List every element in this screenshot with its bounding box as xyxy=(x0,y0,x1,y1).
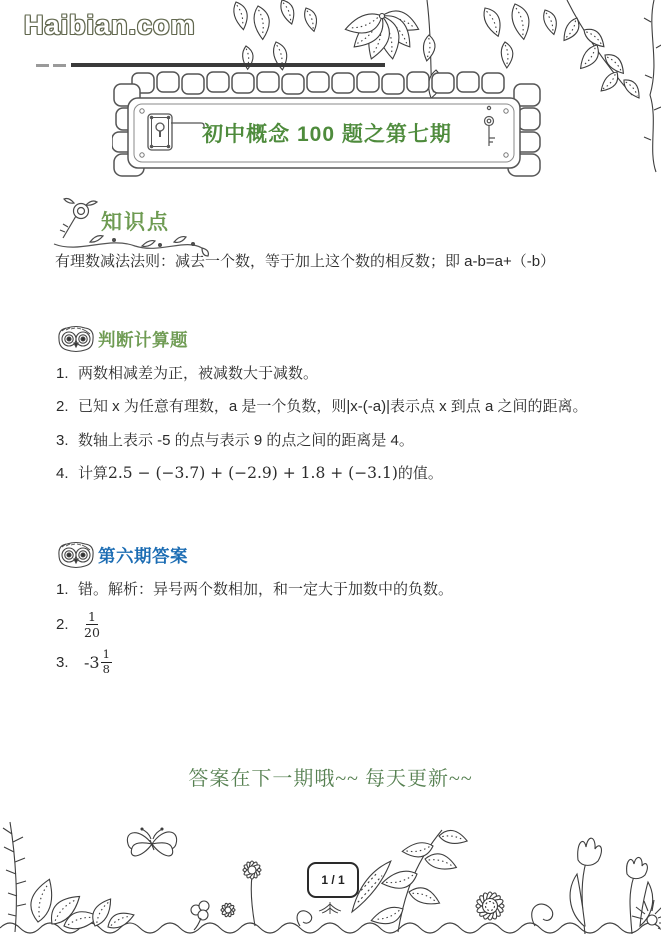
daisy-art xyxy=(221,861,261,926)
answer-item xyxy=(56,579,636,600)
answer-item xyxy=(56,606,636,642)
question-number: 4. xyxy=(56,465,69,482)
question-text: 两数相减差为正，被减数大于减数。 xyxy=(78,365,319,382)
sunflower-art xyxy=(476,892,505,921)
question-item xyxy=(56,463,636,484)
tulip-art xyxy=(570,838,653,934)
question-number: 3. xyxy=(56,432,69,449)
mixed-number: -3 $\frac{1}{8}$ xyxy=(84,646,110,676)
footer-note: 答案在下一期哦~~ 每天更新~~ xyxy=(188,768,473,790)
header-rule xyxy=(71,63,385,67)
math-expression: 2.5 − (−3.7) + (−2.9) + 1.8 + (−3.1) xyxy=(108,464,398,482)
answers-heading-label: 第六期答案 xyxy=(98,545,188,566)
answer-number: 1. xyxy=(56,581,69,598)
question-number: 1. xyxy=(56,365,69,382)
question-number: 2. xyxy=(56,398,69,415)
clover-art xyxy=(191,901,209,930)
rule-dash xyxy=(53,64,66,67)
owl-icon xyxy=(56,325,96,353)
knowledge-heading: 知识点 xyxy=(101,211,170,234)
fraction: $\frac{1}{20}$ xyxy=(84,608,100,640)
question-text: 数轴上表示 -5 的点与表示 9 的点之间的距离是 4。 xyxy=(78,432,414,449)
question-item xyxy=(56,396,636,417)
answers-heading xyxy=(56,541,188,569)
answer-item xyxy=(56,644,636,680)
page-title: 初中概念 100 题之第七期 xyxy=(202,123,452,146)
butterfly-art xyxy=(127,828,176,856)
answer-number: 3. xyxy=(56,653,69,671)
fraction: $\frac{1}{8}$ xyxy=(102,646,110,676)
rule-dash xyxy=(36,64,49,67)
owl-icon xyxy=(56,541,96,569)
knowledge-text: 有理数减法法则：减去一个数，等于加上这个数的相反数；即 a-b=a+（-b） xyxy=(55,253,556,270)
sprig-art xyxy=(319,902,341,914)
question-item xyxy=(56,363,636,384)
question-text: 已知 x 为任意有理数，a 是一个负数，则|x-(-a)|表示点 x 到点 a 之间的距离。 xyxy=(78,398,588,415)
question-text: 计算2.5 − (−3.7) + (−2.9) + 1.8 + (−3.1)的值。 xyxy=(78,464,443,482)
questions-heading-label: 判断计算题 xyxy=(98,329,188,350)
page-number: 1 / 1 xyxy=(321,873,345,887)
title-banner xyxy=(112,70,542,178)
answer-number: 2. xyxy=(56,615,69,633)
questions-heading xyxy=(56,325,188,353)
answer-text: 错。解析：异号两个数相加，和一定大于加数中的负数。 xyxy=(78,581,454,598)
site-logo: Haibian.com xyxy=(24,10,196,40)
page-number-badge xyxy=(307,862,359,898)
question-item xyxy=(56,430,636,451)
